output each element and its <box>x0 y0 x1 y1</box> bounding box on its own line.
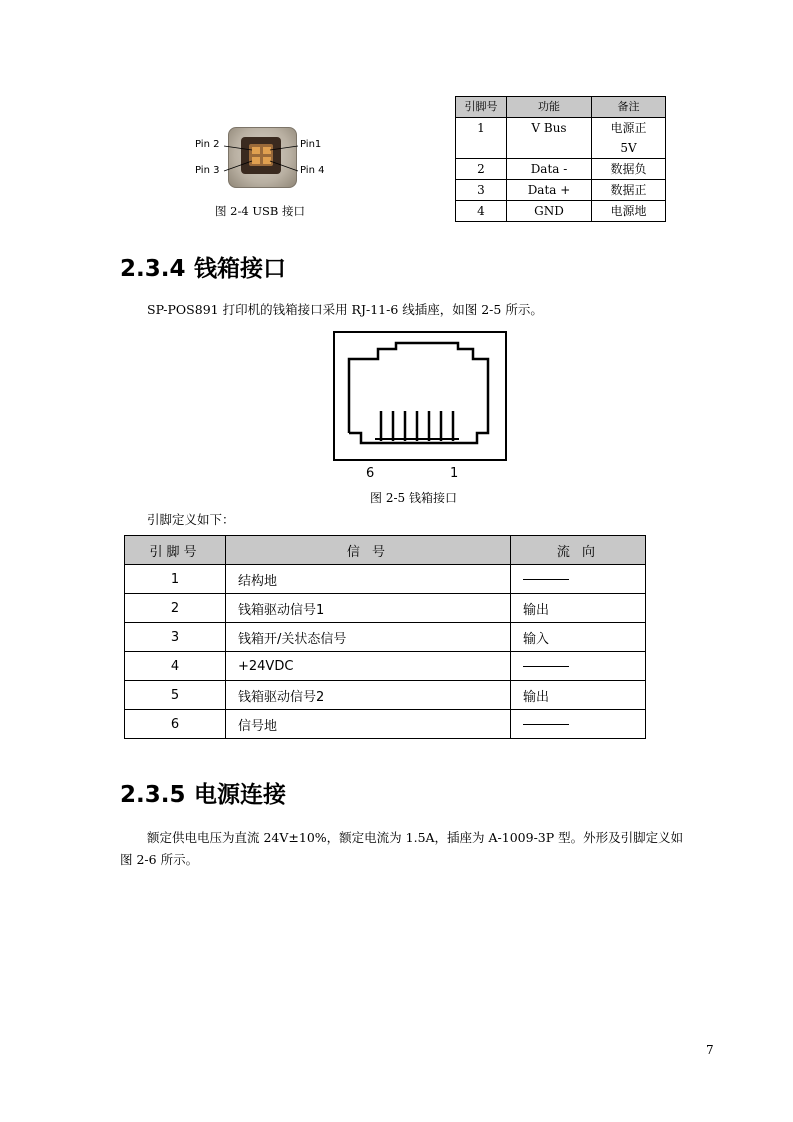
section-title: 电源连接 <box>194 782 286 808</box>
pin-definition-intro: 引脚定义如下： <box>147 512 235 527</box>
table-row <box>456 118 666 159</box>
section-heading-2-3-5 <box>120 776 286 809</box>
header-cell: 流 向 <box>511 536 646 565</box>
table-cell: 输出 <box>511 681 646 710</box>
section-heading-2-3-4 <box>120 250 286 283</box>
usb-pin-table <box>455 96 666 222</box>
table-row <box>125 594 646 623</box>
table-cell: 6 <box>125 710 226 739</box>
table-cell: 电源地 <box>592 201 666 222</box>
dash-mark <box>523 666 569 667</box>
usb-pin1-label: Pin1 <box>300 139 322 150</box>
table-cell: 4 <box>456 201 507 222</box>
rj11-figure-caption: 图 2-5 钱箱接口 <box>370 491 457 505</box>
table-cell: 数据正 <box>592 180 666 201</box>
table-cell: 结构地 <box>226 565 511 594</box>
table-cell: 信号地 <box>226 710 511 739</box>
table-cell: 数据负 <box>592 159 666 180</box>
header-cell: 备注 <box>592 97 666 118</box>
table-cell: 钱箱驱动信号1 <box>226 594 511 623</box>
usb-pin4-label: Pin 4 <box>300 165 325 176</box>
rj11-pin6-label: 6 <box>366 466 375 481</box>
page-number: 7 <box>706 1043 714 1057</box>
table-row <box>456 159 666 180</box>
table-cell <box>511 565 646 594</box>
table-cell: 2 <box>125 594 226 623</box>
table-cell: 1 <box>456 118 507 159</box>
section-number: 2.3.4 <box>120 256 186 282</box>
header-cell: 功能 <box>507 97 592 118</box>
table-cell: 3 <box>125 623 226 652</box>
table-cell: +24VDC <box>226 652 511 681</box>
cell-line: 5V <box>620 141 637 155</box>
usb-pin3-label: Pin 3 <box>195 165 220 176</box>
header-cell: 引脚号 <box>456 97 507 118</box>
table-row <box>125 652 646 681</box>
header-cell: 信 号 <box>226 536 511 565</box>
dash-mark <box>523 579 569 580</box>
dash-mark <box>523 724 569 725</box>
cell-line: 电源正 <box>610 121 647 135</box>
usb-pin-leader-lines <box>0 0 793 200</box>
table-cell: 输出 <box>511 594 646 623</box>
table-header-row <box>125 536 646 565</box>
power-paragraph-line1: 额定供电电压为直流 24V±10%，额定电流为 1.5A，插座为 A-1009-3P 型。外形及引脚定义如 <box>147 830 684 845</box>
table-header-row <box>456 97 666 118</box>
cash-drawer-intro: SP-POS891 打印机的钱箱接口采用 RJ-11-6 线插座，如图 2-5 所示。 <box>147 302 543 317</box>
table-cell: 2 <box>456 159 507 180</box>
table-cell: 钱箱开/关状态信号 <box>226 623 511 652</box>
table-row <box>125 681 646 710</box>
section-title: 钱箱接口 <box>194 256 286 282</box>
table-cell: V Bus <box>507 118 592 159</box>
table-cell <box>592 118 666 159</box>
table-cell: Data + <box>507 180 592 201</box>
table-cell: 5 <box>125 681 226 710</box>
table-row <box>125 565 646 594</box>
table-row <box>125 623 646 652</box>
rj11-pin1-label: 1 <box>450 466 459 481</box>
table-row <box>456 180 666 201</box>
table-cell: 输入 <box>511 623 646 652</box>
table-row <box>125 710 646 739</box>
cash-drawer-pin-table <box>124 535 646 739</box>
section-number: 2.3.5 <box>120 782 186 808</box>
table-row <box>456 201 666 222</box>
usb-pin2-label: Pin 2 <box>195 139 220 150</box>
power-paragraph-line2: 图 2-6 所示。 <box>120 852 199 867</box>
table-cell: Data - <box>507 159 592 180</box>
table-cell: 1 <box>125 565 226 594</box>
header-cell: 引脚号 <box>125 536 226 565</box>
usb-figure-caption: 图 2-4 USB 接口 <box>215 204 306 218</box>
table-cell <box>511 652 646 681</box>
table-cell: 钱箱驱动信号2 <box>226 681 511 710</box>
table-cell: 4 <box>125 652 226 681</box>
rj11-connector-drawing <box>333 331 507 461</box>
table-cell: GND <box>507 201 592 222</box>
table-cell: 3 <box>456 180 507 201</box>
table-cell <box>511 710 646 739</box>
